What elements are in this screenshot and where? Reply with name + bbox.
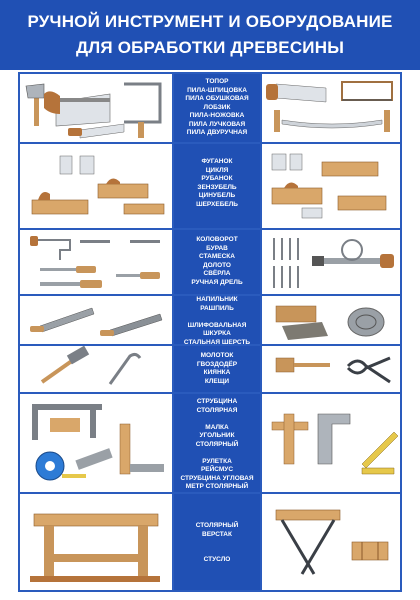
row-clamps-labels (174, 398, 260, 492)
label-tape-measure: РУЛЕТКА (202, 457, 232, 465)
row-hammers-left-image (20, 346, 174, 392)
label-two-man-saw: ПИЛА ДВУРУЧНАЯ (186, 129, 248, 136)
folding-workbench-icon (276, 510, 340, 520)
plane-icon (322, 162, 378, 176)
label-back-saw: ПИЛА ОБУШКОВАЯ (185, 95, 249, 102)
row-planes-left-image (20, 144, 174, 228)
jointer-plane-icon (32, 200, 88, 214)
label-corner-clamp: СТРУБЦИНА УГЛОВАЯ (180, 474, 254, 482)
label-spacer (174, 449, 260, 458)
label-scraper: ЦИКЛЯ (205, 166, 229, 174)
scraper-icon (60, 156, 72, 174)
label-chisel: СТАМЕСКА (199, 253, 235, 260)
label-bow-saw: ПИЛА ЛУЧКОВАЯ (188, 120, 246, 128)
bevel-icon (75, 448, 112, 470)
label-sanding: ШЛИФОВАЛЬНАЯ (187, 321, 247, 329)
row-clamps-labels-cell (174, 394, 260, 492)
smoothing-plane-icon (98, 184, 148, 198)
gimlet-icon (80, 240, 110, 243)
row-planes-labels-cell (174, 144, 260, 228)
drills-illustration-right (262, 230, 400, 294)
title-line-2: ДЛЯ ОБРАБОТКИ ДРЕВЕСИНЫ (75, 38, 345, 57)
label-square-joiner: СТОЛЯРНЫЙ (195, 440, 239, 448)
hammers-illustration-right (262, 346, 400, 392)
row-saws (20, 74, 400, 144)
label-square: УГОЛЬНИК (199, 432, 235, 439)
file-icon (40, 308, 94, 332)
row-files-labels-cell (174, 296, 260, 344)
label-spacer (174, 548, 260, 557)
row-files-right-image (260, 296, 400, 344)
label-toothing-plane: ЦИНУБЕЛЬ (198, 192, 236, 199)
label-pad-saw: ПИЛА-ШПИЦОВКА (187, 86, 247, 94)
poster-header (0, 0, 420, 70)
row-workbench (20, 494, 400, 590)
row-clamps (20, 394, 400, 494)
row-workbench-right-image (260, 494, 400, 590)
row-planes-labels (174, 158, 260, 209)
row-saws-labels-cell (174, 74, 260, 142)
workbench-illustration-right (262, 494, 400, 588)
row-drills-right-image (260, 230, 400, 294)
row-saws-left-image (20, 74, 174, 142)
files-illustration-left (20, 296, 172, 344)
label-spacer (174, 415, 260, 424)
saws-illustration-right (262, 74, 400, 142)
files-illustration-right (262, 296, 400, 344)
label-spacer (174, 313, 260, 322)
workbench-icon (34, 514, 158, 526)
bow-saw-icon (342, 82, 392, 100)
planes-illustration-right (262, 144, 400, 228)
square-icon (120, 424, 130, 474)
label-hand-drill: РУЧНАЯ ДРЕЛЬ (191, 278, 243, 286)
row-workbench-left-image (20, 494, 174, 590)
row-drills (20, 230, 400, 296)
row-saws-right-image (260, 74, 400, 142)
row-hammers-labels (174, 352, 260, 386)
coping-saw-icon (124, 84, 160, 122)
folding-rule-icon (362, 432, 398, 468)
label-drill-bits: СВЁРЛА (203, 270, 231, 277)
label-marking-gauge: РЕЙСМУС (200, 466, 234, 473)
row-hammers-labels-cell (174, 346, 260, 392)
label-pincers: КЛЕЩИ (204, 377, 230, 385)
label-workbench-2: ВЕРСТАК (202, 530, 232, 538)
label-jointer: ФУГАНОК (201, 158, 233, 165)
label-clamp-joiner: СТОЛЯРНАЯ (196, 406, 238, 414)
row-hammers (20, 346, 400, 394)
label-brace: КОЛОВОРОТ (196, 236, 238, 243)
label-fret-saw: ЛОБЗИК (203, 103, 231, 111)
label-hammer: МОЛОТОК (200, 352, 234, 359)
brace-icon (34, 240, 70, 260)
row-clamps-right-image (260, 394, 400, 492)
hand-saw-icon (276, 84, 326, 102)
label-folding-rule: МЕТР СТОЛЯРНЫЙ (185, 483, 249, 490)
label-paper: ШКУРКА (203, 330, 231, 337)
row-files-left-image (20, 296, 174, 344)
label-nail-puller: ГВОЗДОДЁР (196, 360, 238, 368)
drill-bits-icon (274, 238, 298, 288)
row-drills-labels (174, 236, 260, 287)
miter-box-icon (352, 542, 388, 560)
chisel-icon (40, 268, 76, 271)
row-clamps-left-image (20, 394, 174, 492)
rasp-icon (110, 314, 162, 336)
row-planes-right-image (260, 144, 400, 228)
mallet-icon (276, 358, 294, 372)
planes-illustration-left (20, 144, 172, 228)
label-bevel: МАЛКА (205, 423, 229, 431)
label-plane: РУБАНОК (201, 175, 233, 182)
row-files-labels (174, 296, 260, 347)
drills-illustration-left (20, 230, 172, 294)
row-saws-labels (174, 78, 260, 138)
hammers-illustration-left (20, 346, 172, 392)
corner-clamp-icon (318, 414, 350, 464)
title-line-1: РУЧНОЙ ИНСТРУМЕНТ И ОБОРУДОВАНИЕ (27, 12, 393, 31)
label-mallet: КИЯНКА (203, 369, 231, 376)
tools-grid (18, 72, 402, 592)
label-rasp: РАШПИЛЬ (200, 304, 234, 312)
label-scrub-plane: ШЕРХЕБЕЛЬ (196, 200, 238, 208)
clamps-illustration-left (20, 394, 172, 492)
crowbar-icon (110, 354, 140, 384)
label-file: НАПИЛЬНИК (196, 296, 238, 303)
steel-wool-icon (348, 308, 384, 336)
label-rabbet-plane: ЗЕНЗУБЕЛЬ (197, 183, 237, 191)
sanding-block-icon (276, 306, 316, 322)
saws-illustration-left (20, 74, 172, 142)
label-miter-box: СТУСЛО (203, 556, 231, 563)
label-steel-wool: СТАЛЬНАЯ ШЕРСТЬ (183, 338, 251, 346)
label-clamp: СТРУБЦИНА (196, 398, 238, 405)
row-planes (20, 144, 400, 230)
row-drills-left-image (20, 230, 174, 294)
label-workbench: СТОЛЯРНЫЙ (195, 522, 239, 529)
two-man-saw-icon (282, 120, 382, 128)
label-hand-saw: ПИЛА-НОЖОВКА (189, 112, 245, 119)
row-workbench-labels-cell (174, 494, 260, 590)
row-hammers-right-image (260, 346, 400, 392)
clamp-icon (32, 404, 102, 410)
clamps-illustration-right (262, 394, 400, 492)
label-spacer (174, 539, 260, 548)
row-drills-labels-cell (174, 230, 260, 294)
row-workbench-labels (174, 522, 260, 565)
sandpaper-icon (282, 322, 328, 340)
row-files (20, 296, 400, 346)
workbench-illustration-left (20, 494, 172, 588)
label-axe: ТОПОР (205, 78, 229, 85)
label-gimlet: БУРАВ (206, 244, 228, 252)
label-mortise-chisel: ДОЛОТО (202, 261, 231, 269)
